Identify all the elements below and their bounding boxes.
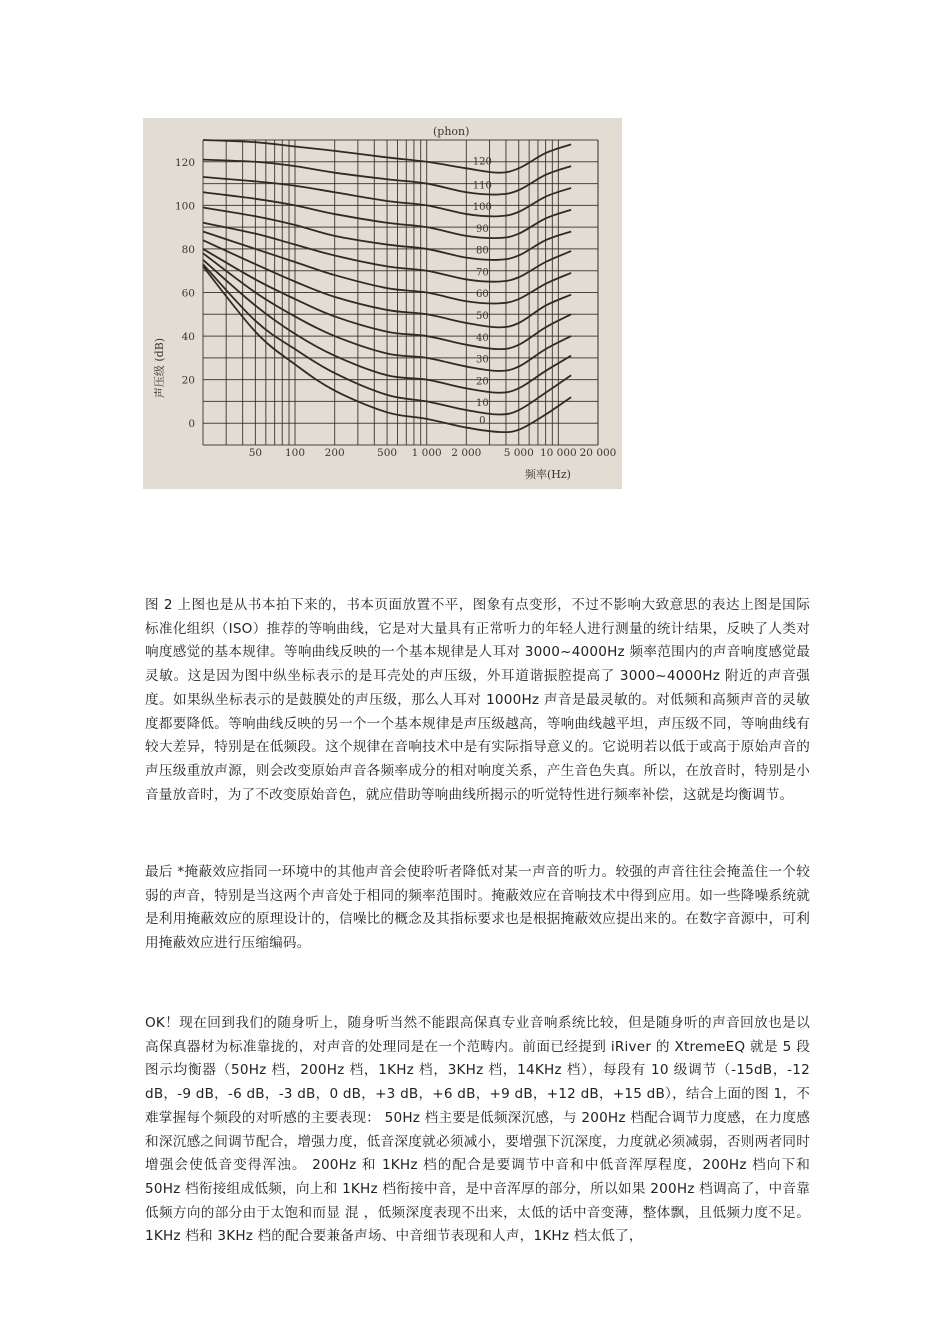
x-tick-label: 500 xyxy=(377,447,398,459)
chart-y-axis-label: 声压级 (dB) xyxy=(153,337,166,399)
curve-phon-label: 70 xyxy=(475,267,489,279)
y-tick-label: 100 xyxy=(174,200,195,213)
curve-phon-label: 0 xyxy=(479,415,486,427)
x-tick-label: 5 000 xyxy=(503,447,534,459)
y-tick-label: 80 xyxy=(181,243,195,256)
x-tick-label: 100 xyxy=(285,447,306,459)
y-tick-label: 60 xyxy=(181,287,195,300)
x-tick-label: 200 xyxy=(324,447,345,459)
x-tick-label: 2 000 xyxy=(451,447,482,459)
paragraph-equal-loudness: 图 2 上图也是从书本拍下来的，书本页面放置不平，图象有点变形，不过不影响大致意思的表达上图是国际标准化组织（ISO）推荐的等响曲线，它是对大量具有正常听力的年轻人进行测量的统计结果，反映了人类对响度感觉的基本规律。等响曲线反映的一个基本规律是人耳对 3000~4000Hz 频率范围内的声音响度感觉最灵敏。这是因为图中纵坐标表示的是耳壳处的声压级，外耳道谐振腔提高了 3000~4000Hz 附近的声音强度。如果纵坐标表示的是鼓膜处的声压级，那么人耳对 1000Hz 声音是最灵敏的。对低频和高频声音的灵敏度都要降低。等响曲线反映的另一个一个基本规律是声压级越高，等响曲线越平坦，声压级不同，等响曲线有较大差异，特别是在低频段。这个规律在音响技术中是有实际指导意义的。它说明若以低于或高于原始声音的声压级重放声源，则会改变原始声音各频率成分的相对响度关系，产生音色失真。所以，在放音时，特别是小音量放音时，为了不改变原始音色，就应借助等响曲线所揭示的听觉特性进行频率补偿，这就是均衡调节。 xyxy=(145,597,810,803)
curve-phon-label: 40 xyxy=(475,332,489,344)
curve-phon-label: 120 xyxy=(472,156,492,168)
curve-phon-label: 30 xyxy=(475,354,489,366)
paragraph-eq-bands: OK！现在回到我们的随身听上，随身听当然不能跟高保真专业音响系统比较，但是随身听的声音回放也是以高保真器材为标准靠拢的，对声音的处理同是在一个范畴内。前面已经提到 iRiver 的 XtremeEQ 就是 5 段图示均衡器（50Hz 档，200Hz 档，1KHz 档，3KHz 档，14KHz 档），每段有 10 级调节（-15dB，-12 dB，-9 dB，-6 dB，-3 dB，0 dB，+3 dB，+6 dB，+9 dB，+12 dB，+15 dB），结合上面的图 1，不难掌握每个频段的对听感的主要表现： 50Hz 档主要是低频深沉感，与 200Hz 档配合调节力度感，在力度感和深沉感之间调节配合，增强力度，低音深度就必须减小，要增强下沉深度，力度就必须减弱，否则两者同时增强会使低音变得浑浊。 200Hz 和 1KHz 档的配合是要调节中音和中低音浑厚程度，200Hz 档向下和 50Hz 档衔接组成低频，向上和 1KHz 档衔接中音，是中音浑厚的部分，所以如果 200Hz 档调高了，中音靠低频方向的部分由于太饱和而显 混 ，低频深度表现不出来，太低的话中音变薄，整体飘，且低频力度不足。 1KHz 档和 3KHz 档的配合要兼备声场、中音细节表现和人声，1KHz 档太低了， xyxy=(145,1015,810,1245)
chart-grid xyxy=(203,140,598,445)
chart-x-axis-label: 频率(Hz) xyxy=(525,468,571,481)
paragraph-masking-effect: 最后 *掩蔽效应指同一环境中的其他声音会使聆听者降低对某一声音的听力。较强的声音往往会掩盖住一个较弱的声音，特别是当这两个声音处于相同的频率范围时。掩蔽效应在音响技术中得到应用。如一些降噪系统就是利用掩蔽效应的原理设计的，信噪比的概念及其指标要求也是根据掩蔽效应提出来的。在数字音源中，可利用掩蔽效应进行压缩编码。 xyxy=(145,864,810,952)
y-tick-label: 120 xyxy=(174,156,195,169)
y-tick-label: 0 xyxy=(188,418,195,431)
x-tick-label: 1 000 xyxy=(411,447,442,459)
curve-phon-label: 50 xyxy=(475,311,489,322)
equal-loudness-chart xyxy=(143,118,622,489)
curve-phon-label: 110 xyxy=(472,180,492,192)
x-tick-label: 50 xyxy=(248,447,263,459)
chart-unit-label: (phon) xyxy=(433,125,470,138)
y-tick-label: 40 xyxy=(181,331,195,344)
y-tick-label: 20 xyxy=(181,374,195,387)
curve-phon-label: 100 xyxy=(472,202,492,214)
curve-phon-label: 60 xyxy=(475,289,489,301)
equal-loudness-figure xyxy=(143,118,622,489)
curve-phon-label: 10 xyxy=(475,398,489,410)
curve-phon-label: 20 xyxy=(475,376,489,388)
x-tick-label: 20 000 xyxy=(579,447,617,459)
curve-phon-label: 90 xyxy=(475,223,489,235)
curve-phon-label: 80 xyxy=(475,245,489,257)
x-tick-label: 10 000 xyxy=(539,447,577,459)
